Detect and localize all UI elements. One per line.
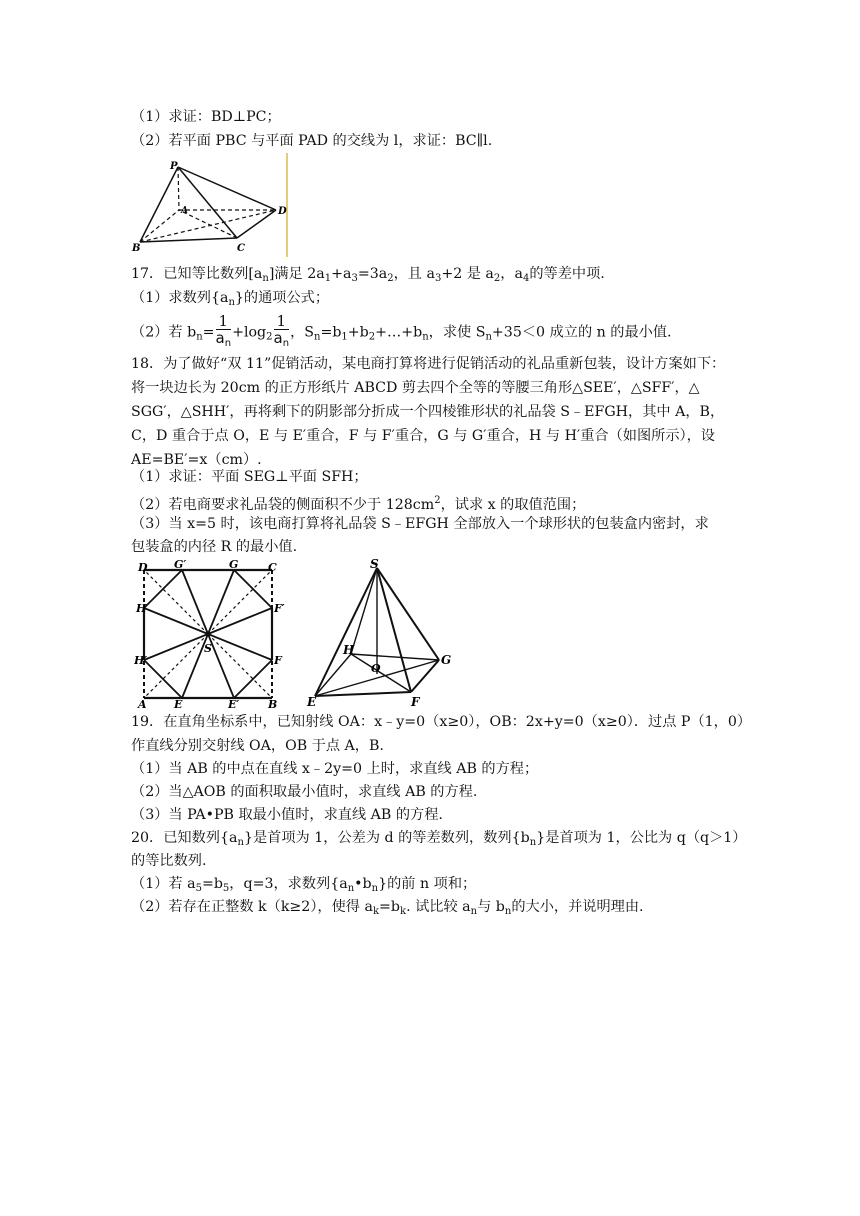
q18-part2: （2）若电商要求礼品袋的侧面积不少于 $128cm^2$，试求 x 的取值范围；: [131, 495, 586, 513]
sq-label-B: B: [268, 698, 278, 710]
label-B: B: [132, 243, 141, 254]
sq-label-H: H: [136, 602, 147, 615]
q19-line2: 作直线分别交射线 OA，OB 于点 A，B.: [131, 738, 384, 754]
sq-label-H1: H′: [134, 654, 148, 667]
sq-label-A: A: [138, 698, 147, 710]
q17-part2: （2）若 $b_n=$ $\frac{1}{a_n}$ $+\log_2$ $\frac{1}{a_n}$ ，$S_n=b_1+b_2+\dots+b_n$，求使 $S_n+35<0$ 成立的 n 的最小值.: [131, 313, 672, 356]
q16-pyramid-figure: [128, 153, 293, 257]
sq-label-C: C: [268, 561, 277, 574]
pyr-label-H: H: [343, 643, 355, 657]
sq-label-S: S: [204, 642, 212, 655]
pyr-label-G: G: [441, 653, 452, 667]
q18-square-figure: [134, 560, 286, 710]
q18-part3a: （3）当 x=5 时，该电商打算将礼品袋 S﹣EFGH 全部放入一个球形状的包装盒内密封，求: [131, 516, 709, 532]
fraction: $\frac{1}{a_n}$: [215, 312, 232, 349]
sq-label-E: E: [174, 698, 183, 710]
q19-part1: （1）当 AB 的中点在直线 x﹣2y=0 上时，求直线 AB 的方程；: [131, 761, 539, 777]
q18-part3b: 包装盒的内径 R 的最小值.: [131, 539, 298, 555]
q18-line3: SGG′，△SHH′，再将剩下的阴影部分折成一个四棱锥形状的礼品袋 S﹣EFGH，其中 A，B，: [131, 404, 725, 420]
sq-label-F1: F′: [274, 602, 285, 615]
q18-line2: 将一块边长为 20cm 的正方形纸片 ABCD 剪去四个全等的等腰三角形△SEE′，△SFF′，△: [131, 380, 700, 396]
label-C: C: [237, 243, 245, 254]
label-A: A: [181, 206, 188, 216]
q19-line1: 19．在直角坐标系中，已知射线 OA：x﹣y=0（x≥0），OB：2x+y=0（x≥0）．过点 P（1，0）: [131, 714, 752, 730]
q19-part3: （3）当 PA•PB 取最小值时，求直线 AB 的方程.: [131, 807, 443, 823]
q16-part1: （1）求证：BD⊥PC；: [131, 109, 281, 125]
q19-part2: （2）当△AOB 的面积取最小值时，求直线 AB 的方程.: [131, 784, 478, 800]
q18-pyramid-figure: [305, 556, 455, 708]
q20-part1: （1）若 $a_5=b_5$，q=3，求数列$\{a_n•b_n\}$的前 n 项和；: [131, 876, 477, 894]
pyr-label-O: O: [371, 662, 381, 675]
q17-stem: 17．已知等比数列$[a_n]$满足 $2a_1+a_3=3a_2$，且 $a_3+2$ 是 $a_2$，$a_4$的等差中项.: [131, 266, 605, 284]
q18-part1: （1）求证：平面 SEG⊥平面 SFH；: [131, 469, 368, 485]
sq-label-G: G: [229, 560, 239, 571]
q16-part2: （2）若平面 PBC 与平面 PAD 的交线为 l，求证：BC∥l.: [131, 133, 493, 149]
fraction: $\frac{1}{a_n}$: [273, 312, 290, 349]
q18-line4: C，D 重合于点 O，E 与 E′重合，F 与 F′重合，G 与 G′重合，H 与 H′重合（如图所示），设: [131, 428, 715, 444]
pyr-label-E: E: [307, 695, 317, 708]
sq-label-E1: E′: [228, 698, 240, 710]
q20-part2: （2）若存在正整数 k（k≥2），使得 $a_k=b_k$. 试比较 $a_n$与 $b_n$的大小，并说明理由.: [131, 899, 644, 917]
q18-line1: 18．为了做好“双 11”促销活动，某电商打算将进行促销活动的礼品重新包装，设计方案如下：: [131, 356, 726, 372]
q20-line1: 20．已知数列$\{a_n\}$是首项为 1，公差为 d 的等差数列，数列$\{b_n\}$是首项为 1，公比为 q（q＞1）: [131, 830, 747, 848]
q17-part1: （1）求数列$\{a_n\}$的通项公式；: [131, 290, 330, 308]
pyr-label-F: F: [411, 695, 420, 708]
sq-label-F: F: [274, 654, 282, 667]
label-D: D: [278, 206, 287, 217]
sq-label-D: D: [138, 561, 148, 574]
q18-line5: AE=BE′=x（cm）.: [131, 452, 262, 468]
sq-label-G1: G′: [174, 560, 187, 571]
label-P: P: [170, 161, 178, 172]
pyr-label-S: S: [370, 557, 379, 571]
q20-line2: 的等比数列.: [131, 853, 207, 869]
